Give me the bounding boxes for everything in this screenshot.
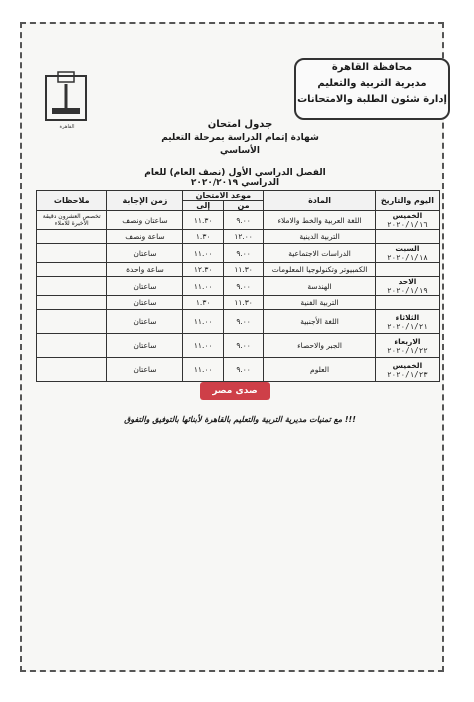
subject-cell: الجبر والاحصاء bbox=[264, 334, 376, 358]
from-cell: ٩.٠٠ bbox=[223, 358, 263, 382]
duration-cell: ساعتان ونصف bbox=[107, 211, 183, 230]
to-cell: ١٢.٣٠ bbox=[183, 263, 223, 277]
duration-cell: ساعتان bbox=[107, 277, 183, 296]
notes-cell bbox=[37, 334, 107, 358]
governorate-box bbox=[294, 58, 450, 120]
day-label: السبت bbox=[395, 244, 420, 253]
term-line: الفصل الدراسي الأول (نصف العام) للعام الدراسي ٢٠٢٠/٢٠١٩ bbox=[144, 168, 326, 188]
subject-cell: اللغة الأجنبية bbox=[264, 310, 376, 334]
date-label: ٢٠٢٠/١/٢٣ bbox=[387, 369, 428, 379]
gov-line-2: مديرية التربية والتعليم bbox=[317, 78, 427, 89]
table-row bbox=[37, 277, 440, 296]
from-cell: ٩.٠٠ bbox=[223, 334, 263, 358]
notes-cell bbox=[37, 358, 107, 382]
notes-cell: تخصص العشرون دقيقة الأخيرة للاملاء bbox=[37, 211, 107, 230]
day-cell bbox=[375, 244, 439, 263]
date-label: ٢٠٢٠/١/١٩ bbox=[387, 286, 428, 295]
header-to: إلى bbox=[183, 201, 223, 211]
title-certificate: شهادة إتمام الدراسة بمرحلة التعليم الأساسي bbox=[161, 133, 319, 156]
from-cell: ١١.٣٠ bbox=[223, 263, 263, 277]
to-cell: ١١.٠٠ bbox=[183, 310, 223, 334]
subject-cell: التربية الدينية bbox=[264, 230, 376, 244]
duration-cell: ساعة ونصف bbox=[107, 230, 183, 244]
from-cell: ٩.٠٠ bbox=[223, 310, 263, 334]
duration-cell: ساعتان bbox=[107, 244, 183, 263]
notes-cell bbox=[37, 296, 107, 310]
subject-cell: الكمبيوتر وتكنولوجيا المعلومات bbox=[264, 263, 376, 277]
to-cell: ١١.٠٠ bbox=[183, 358, 223, 382]
title-exam-schedule: جدول امتحان bbox=[207, 119, 273, 130]
day-cell bbox=[375, 277, 439, 296]
table-row bbox=[37, 230, 440, 244]
watermark-logo: صدى مصر bbox=[200, 382, 270, 400]
logo-text: القاهرة bbox=[59, 124, 75, 130]
to-cell: ١.٣٠ bbox=[183, 230, 223, 244]
day-cell bbox=[375, 296, 439, 310]
duration-cell: ساعتان bbox=[107, 296, 183, 310]
to-cell: ١.٣٠ bbox=[183, 296, 223, 310]
subject-cell: اللغة العربية والخط والاملاء bbox=[264, 211, 376, 230]
day-cell bbox=[375, 310, 439, 334]
notes-cell bbox=[37, 244, 107, 263]
date-label: ٢٠٢٠/١/١٨ bbox=[387, 253, 428, 262]
day-label: الخميس bbox=[392, 360, 423, 370]
duration-cell: ساعتان bbox=[107, 310, 183, 334]
subject-cell: الهندسة bbox=[264, 277, 376, 296]
subject-cell: الدراسات الاجتماعية bbox=[264, 244, 376, 263]
duration-cell: ساعتان bbox=[107, 358, 183, 382]
table-row bbox=[37, 296, 440, 310]
day-cell bbox=[375, 211, 439, 230]
from-cell: ١١.٣٠ bbox=[223, 296, 263, 310]
date-label: ٢٠٢٠/١/٢٢ bbox=[387, 345, 428, 355]
table-row bbox=[37, 263, 440, 277]
from-cell: ١٢.٠٠ bbox=[223, 230, 263, 244]
to-cell: ١١.٠٠ bbox=[183, 277, 223, 296]
gov-line-1: محافظة القاهرة bbox=[331, 62, 413, 73]
day-cell bbox=[375, 263, 439, 277]
from-cell: ٩.٠٠ bbox=[223, 244, 263, 263]
to-cell: ١١.٣٠ bbox=[183, 211, 223, 230]
to-cell: ١١.٠٠ bbox=[183, 244, 223, 263]
day-label: الثلاثاء bbox=[395, 312, 420, 322]
schedule-table bbox=[36, 190, 440, 382]
subject-cell: العلوم bbox=[264, 358, 376, 382]
header-time: موعد الامتحان bbox=[183, 191, 264, 201]
header-from: من bbox=[223, 201, 263, 211]
day-cell bbox=[375, 358, 439, 382]
header-subject: المادة bbox=[264, 191, 376, 211]
header-notes: ملاحظات bbox=[37, 191, 107, 211]
day-label: الاحد bbox=[398, 277, 417, 286]
footer-note: مع تمنيات مديرية التربية والتعليم بالقاهرة لأبنائها بالتوفيق والتفوق !!! bbox=[124, 415, 356, 424]
to-cell: ١١.٠٠ bbox=[183, 334, 223, 358]
table-row bbox=[37, 358, 440, 382]
notes-cell bbox=[37, 277, 107, 296]
table-row bbox=[37, 334, 440, 358]
table-row bbox=[37, 211, 440, 230]
header-duration: زمن الإجابة bbox=[107, 191, 183, 211]
header-day: اليوم والتاريخ bbox=[375, 191, 439, 211]
day-label: الاربعاء bbox=[394, 336, 421, 346]
date-label: ٢٠٢٠/١/١٦ bbox=[387, 220, 428, 229]
day-cell bbox=[375, 334, 439, 358]
from-cell: ٩.٠٠ bbox=[223, 211, 263, 230]
notes-cell bbox=[37, 230, 107, 244]
document-titles bbox=[150, 118, 330, 158]
duration-cell: ساعة واحدة bbox=[107, 263, 183, 277]
notes-cell bbox=[37, 310, 107, 334]
table-row bbox=[37, 310, 440, 334]
from-cell: ٩.٠٠ bbox=[223, 277, 263, 296]
date-label: ٢٠٢٠/١/٢١ bbox=[387, 321, 428, 331]
subject-cell: التربية الفنية bbox=[264, 296, 376, 310]
notes-cell bbox=[37, 263, 107, 277]
day-cell bbox=[375, 230, 439, 244]
table-row bbox=[37, 244, 440, 263]
duration-cell: ساعتان bbox=[107, 334, 183, 358]
day-label: الخميس bbox=[392, 211, 423, 220]
gov-line-3: إدارة شئون الطلبة والامتحانات bbox=[297, 94, 447, 105]
